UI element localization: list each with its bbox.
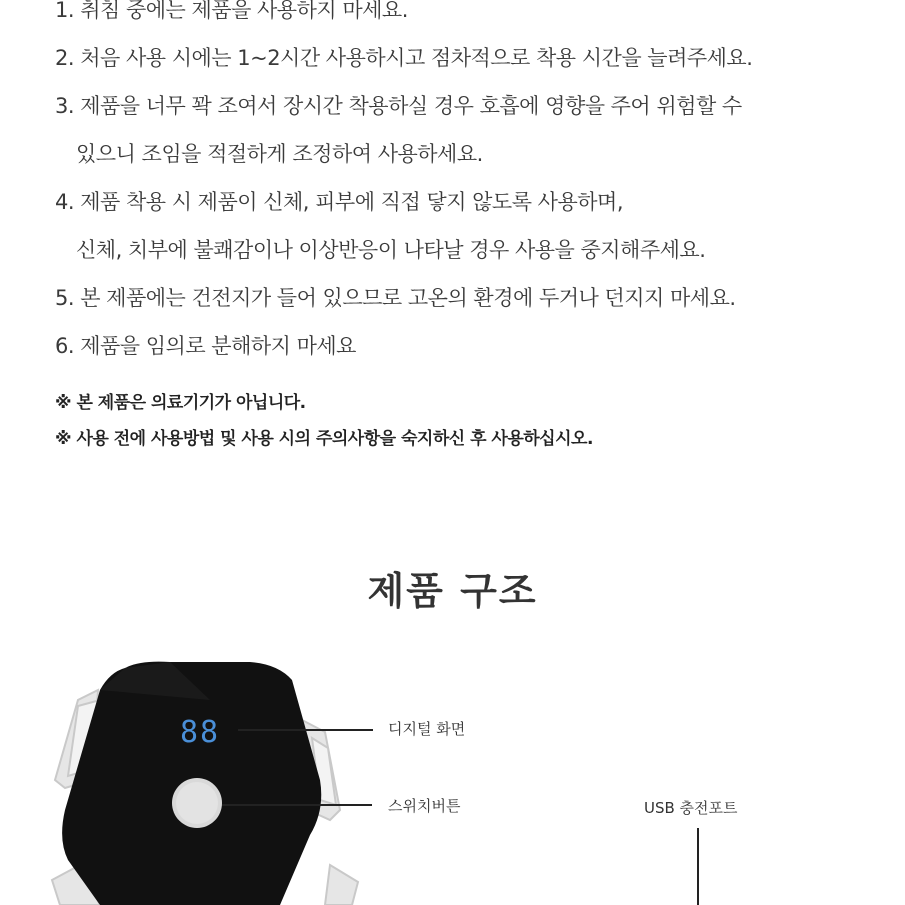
- precaution-item-1: 1. 취침 중에는 제품을 사용하지 마세요.: [55, 0, 408, 22]
- leader-line-usb-port: [697, 828, 699, 905]
- display-digits: 88: [180, 715, 221, 750]
- section-title-product-structure: 제품 구조: [367, 569, 538, 613]
- precaution-item-6: 6. 제품을 임의로 분해하지 마세요: [55, 334, 356, 358]
- warning-not-medical-device: ※ 본 제품은 의료기기가 아닙니다.: [55, 393, 306, 413]
- precaution-item-4: 4. 제품 착용 시 제품이 신체, 피부에 직접 닿지 않도록 사용하며,: [55, 190, 624, 214]
- precaution-item-3-continued: 있으니 조임을 적절하게 조정하여 사용하세요.: [76, 142, 483, 166]
- warning-read-instructions: ※ 사용 전에 사용방법 및 사용 시의 주의사항을 숙지하신 후 사용하십시오.: [55, 429, 593, 449]
- label-switch-button: 스위치버튼: [388, 797, 461, 815]
- device-illustration: [40, 660, 370, 905]
- precaution-item-3: 3. 제품을 너무 꽉 조여서 장시간 착용하실 경우 호흡에 영향을 주어 위험할 수: [55, 94, 742, 118]
- leader-line-switch-button: [222, 804, 372, 806]
- label-digital-screen: 디지털 화면: [388, 720, 466, 738]
- precaution-item-5: 5. 본 제품에는 건전지가 들어 있으므로 고온의 환경에 두거나 던지지 마세요.: [55, 286, 736, 310]
- precaution-item-4-continued: 신체, 치부에 불쾌감이나 이상반응이 나타날 경우 사용을 중지해주세요.: [76, 238, 706, 262]
- leader-line-digital-screen: [238, 729, 373, 731]
- pad-right-bottom: [325, 865, 358, 905]
- precaution-item-2: 2. 처음 사용 시에는 1~2시간 사용하시고 점차적으로 착용 시간을 늘려주세요.: [55, 46, 753, 70]
- label-usb-port: USB 충전포트: [644, 799, 738, 817]
